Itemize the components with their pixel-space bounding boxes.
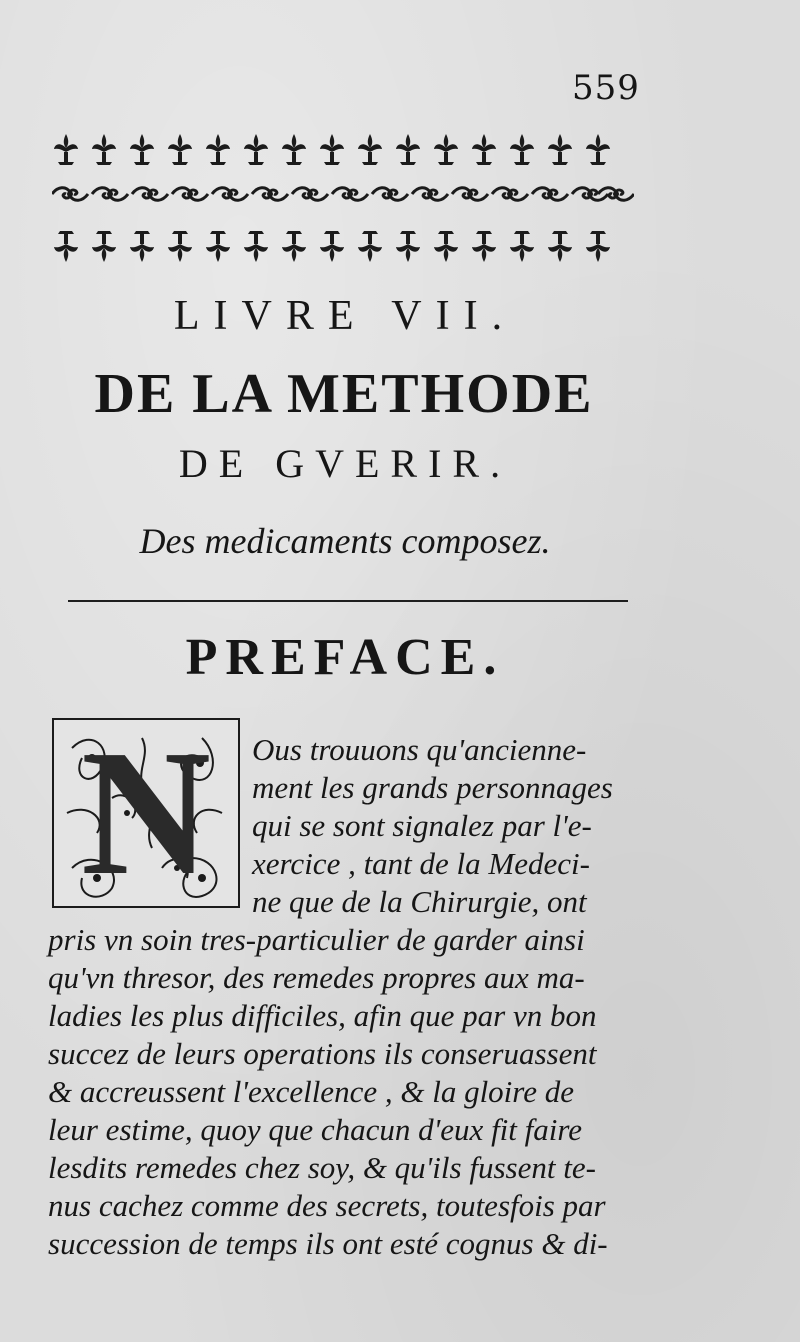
text-line: qu'vn thresor, des remedes propres aux ma-: [48, 960, 585, 995]
text-line: nus cachez comme des secrets, toutesfois par: [48, 1188, 606, 1223]
dropcap-letter: N: [81, 713, 211, 912]
preface-heading: PREFACE.: [185, 629, 505, 686]
decorated-dropcap: [52, 713, 240, 912]
main-title: DE LA METHODE: [94, 363, 594, 425]
text-line: leur estime, quoy que chacun d'eux fit faire: [48, 1112, 583, 1147]
text-line: succession de temps ils ont esté cognus & di-: [48, 1226, 608, 1261]
fleuron-ornament-band: [52, 132, 634, 264]
text-line: ne que de la Chirurgie, ont: [252, 884, 587, 919]
text-line: succez de leurs operations ils conseruassent: [48, 1036, 597, 1071]
text-line: pris vn soin tres-particulier de garder ainsi: [48, 922, 585, 957]
subtitle-title: DE GVERIR.: [178, 441, 512, 486]
page-number: 559: [572, 68, 640, 108]
text-line: xercice , tant de la Medeci-: [252, 846, 590, 881]
text-line: & accreussent l'excellence , & la gloire de: [48, 1074, 574, 1109]
text-line: ment les grands personnages: [252, 770, 613, 805]
horizontal-rule: [68, 600, 628, 602]
italic-subtitle: Des medicaments composez.: [139, 521, 551, 561]
text-line: lesdits remedes chez soy, & qu'ils fussent te-: [48, 1150, 596, 1185]
text-line: qui se sont signalez par l'e-: [252, 808, 592, 843]
book-heading: LIVRE VII.: [173, 293, 517, 339]
text-line: ladies les plus difficiles, afin que par vn bon: [48, 998, 597, 1033]
text-line: Ous trouuons qu'ancienne-: [252, 732, 587, 767]
